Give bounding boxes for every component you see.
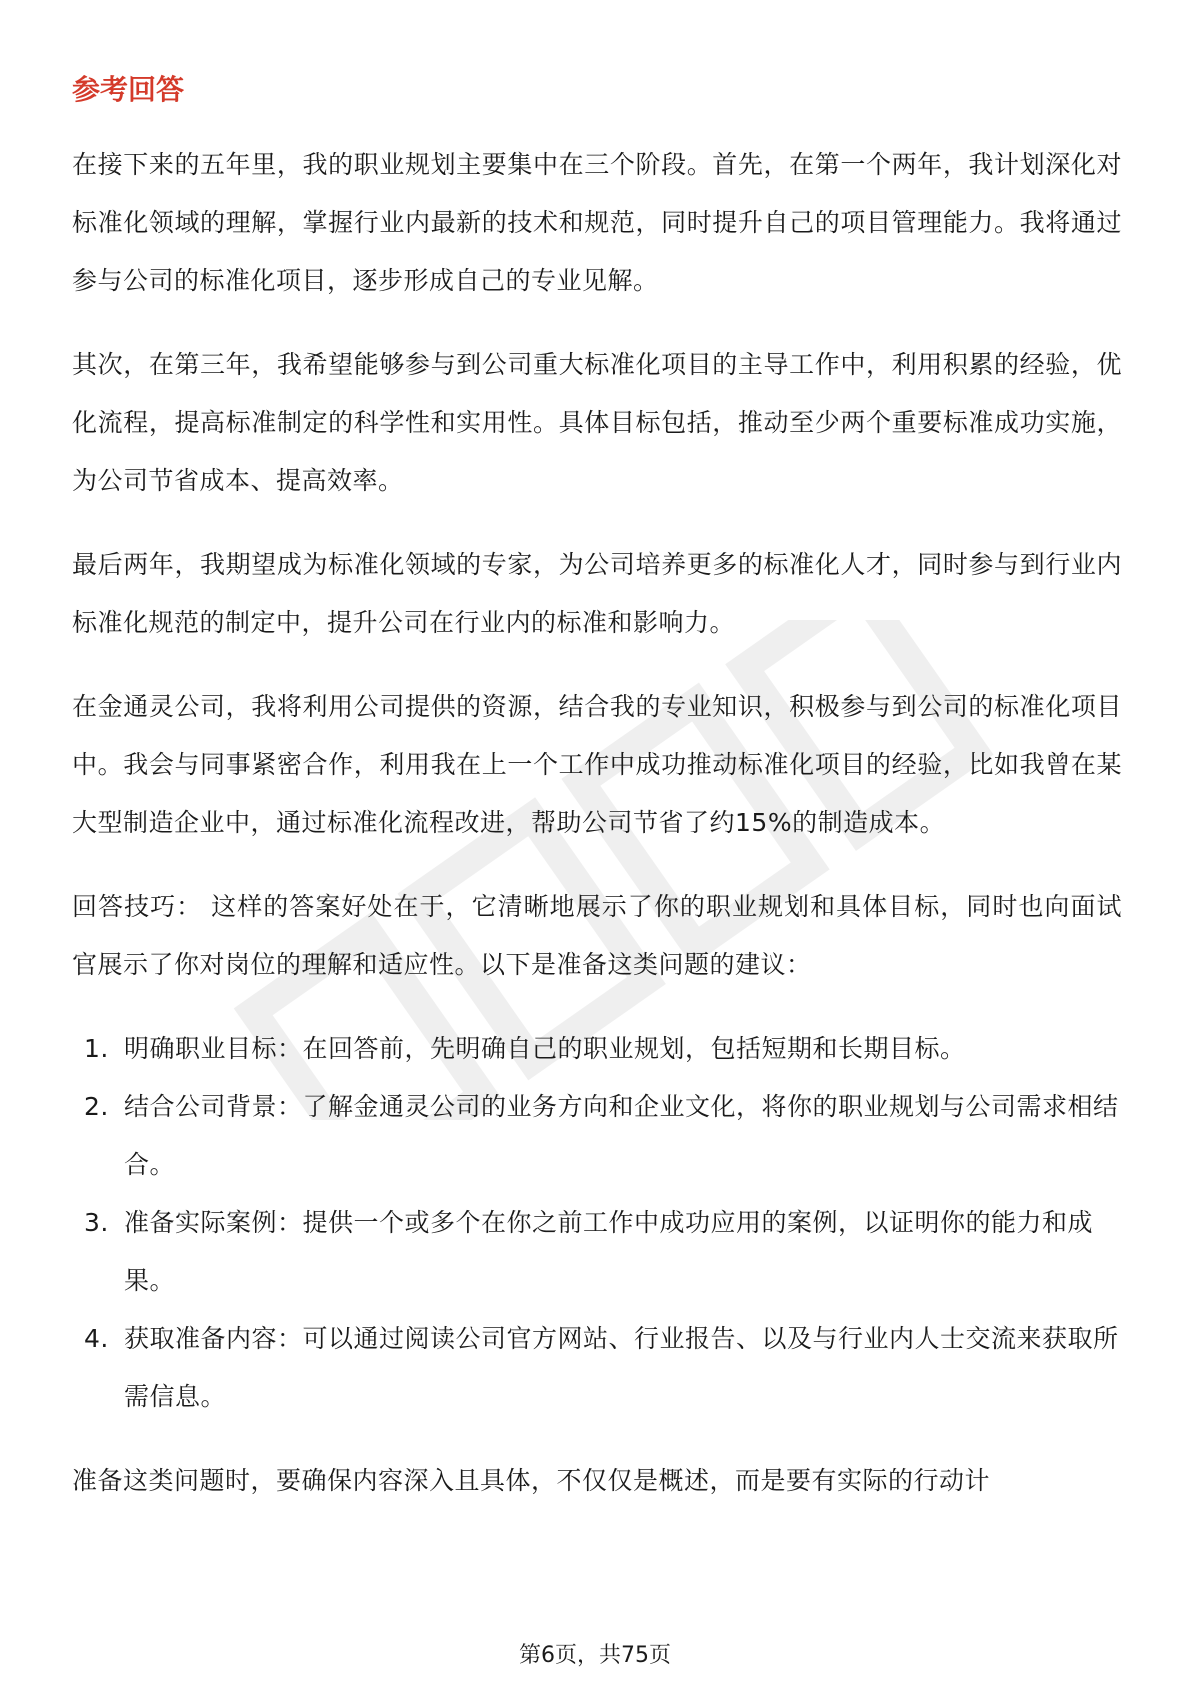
closing-paragraph: 准备这类问题时，要确保内容深入且具体，不仅仅是概述，而是要有实际的行动计 (72, 1466, 991, 1495)
list-item (72, 1020, 1122, 1078)
section-heading: 参考回答 (72, 73, 185, 106)
list-item (72, 1194, 1122, 1310)
paragraph-1: 在接下来的五年里，我的职业规划主要集中在三个阶段。首先，在第一个两年，我计划深化对标准化领域的理解，掌握行业内最新的技术和规范，同时提升自己的项目管理能力。我将通过参与公司的标准化项目，逐步形成自己的专业见解。 (72, 150, 1122, 295)
list-item-text: 结合公司背景：了解金通灵公司的业务方向和企业文化，将你的职业规划与公司需求相结合。 (124, 1092, 1119, 1179)
paragraph-3: 最后两年，我期望成为标准化领域的专家，为公司培养更多的标准化人才，同时参与到行业内标准化规范的制定中，提升公司在行业内的标准和影响力。 (72, 550, 1122, 637)
list-item-number: 4. (84, 1324, 109, 1353)
list-item (72, 1310, 1122, 1426)
list-item-text: 准备实际案例：提供一个或多个在你之前工作中成功应用的案例，以证明你的能力和成果。 (124, 1208, 1094, 1295)
list-item-number: 2. (84, 1092, 109, 1121)
list-item (72, 1078, 1122, 1194)
paragraph-4: 在金通灵公司，我将利用公司提供的资源，结合我的专业知识，积极参与到公司的标准化项目中。我会与同事紧密合作，利用我在上一个工作中成功推动标准化项目的经验，比如我曾在某大型制造企业中，通过标准化流程改进，帮助公司节省了约15%的制造成本。 (72, 692, 1122, 837)
tips-list (72, 1020, 1122, 1426)
list-item-number: 1. (84, 1034, 109, 1063)
paragraph-2: 其次，在第三年，我希望能够参与到公司重大标准化项目的主导工作中，利用积累的经验，优化流程，提高标准制定的科学性和实用性。具体目标包括，推动至少两个重要标准成功实施，为公司节省成本、提高效率。 (72, 350, 1122, 495)
tips-intro: 回答技巧： 这样的答案好处在于，它清晰地展示了你的职业规划和具体目标，同时也向面试官展示了你对岗位的理解和适应性。以下是准备这类问题的建议： (72, 892, 1122, 979)
list-item-text: 明确职业目标：在回答前，先明确自己的职业规划，包括短期和长期目标。 (124, 1034, 966, 1063)
page-number-footer: 第6页，共75页 (519, 1643, 671, 1668)
document-page (72, 70, 1122, 1536)
list-item-text: 获取准备内容：可以通过阅读公司官方网站、行业报告、以及与行业内人士交流来获取所需信息。 (124, 1324, 1119, 1411)
list-item-number: 3. (84, 1208, 109, 1237)
